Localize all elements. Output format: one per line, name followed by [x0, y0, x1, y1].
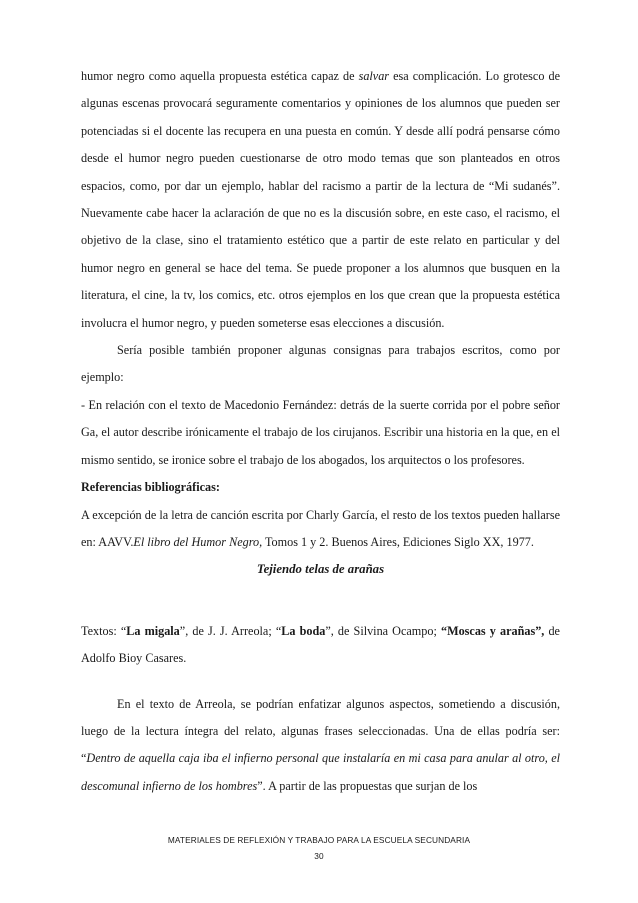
- text-run: Textos: “: [81, 623, 127, 638]
- text-run: En el texto de Arreola, se podrían enfatizar algunos aspectos, sometiendo a discusión, luego de la lectura íntegra del relato, algunas frases seleccionadas. Una de ellas podría ser: “: [81, 696, 560, 766]
- section-title: Tejiendo telas de arañas: [256, 562, 385, 577]
- title-la-boda: La boda: [281, 623, 326, 638]
- text-run: ”, de J. J. Arreola; “: [179, 623, 282, 638]
- references-heading: Referencias bibliográficas:: [81, 480, 220, 495]
- paragraph-arreola: [81, 691, 560, 801]
- references-paragraph: [81, 502, 560, 557]
- emphasis-salvar: salvar: [358, 69, 390, 83]
- text-run: esa complicación. Lo grotesco de algunas escenas provocará seguramente comentarios y opiniones de los alumnos que pueden ser potenciadas si el docente las recupera en una puesta en común. Y desde allí podrá pensarse cómo desde el humor negro pueden cuestionarse de otro modo temas que son planteados en otros espacios, como, por dar un ejemplo, hablar del racismo a partir de la lectura de “Mi sudanés”. Nuevamente cabe hacer la aclaración de que no es la discusión sobre, en este caso, el racismo, el objetivo de la clase, sino el tratamiento estético que a partir de este relato en particular y del humor negro en general se hace del tema. Se puede proponer a los alumnos que busquen en la literatura, el cine, la tv, los comics, etc. otros ejemplos en los que crean que la propuesta estética involucra el humor negro, y pueden someterse esas elecciones a discusión.: [81, 69, 560, 330]
- text-run: Tomos 1 y 2. Buenos Aires, Ediciones Siglo XX, 1977.: [262, 534, 534, 549]
- quotation: Dentro de aquella caja iba el infierno personal que instalaría en mi casa para anular al otro, el descomunal infierno de los hombres: [81, 751, 560, 793]
- text-run: de Adolfo Bioy Casares.: [81, 623, 560, 666]
- text-run: A excepción de la letra de canción escrita por Charly García, el resto de los textos pueden hallarse en: AAVV.: [81, 507, 560, 549]
- title-la-migala: La migala: [126, 623, 180, 638]
- page-body: [81, 63, 560, 800]
- book-title: El libro del Humor Negro,: [133, 534, 263, 549]
- text-run: ”. A partir de las propuestas que surjan de los: [257, 778, 478, 793]
- footer-title: MATERIALES DE REFLEXIÓN Y TRABAJO PARA LA ESCUELA SECUNDARIA: [167, 835, 471, 845]
- page-number: 30: [314, 851, 324, 861]
- paragraph-humor-negro: [81, 63, 560, 337]
- paragraph-macedonio: - En relación con el texto de Macedonio Fernández: detrás de la suerte corrida por el pobre señor Ga, el autor describe irónicamente el trabajo de los cirujanos. Escribir una historia en la que, en el mismo sentido, se ironice sobre el trabajo de los abogados, los arquitectos o los profesores.: [81, 397, 560, 467]
- text-run: ”, de Silvina Ocampo;: [325, 623, 441, 638]
- page-footer: [0, 832, 638, 864]
- title-moscas-y-aranas: “Moscas y arañas”,: [440, 623, 545, 638]
- texts-list: [81, 618, 560, 673]
- paragraph-consignas: Sería posible también proponer algunas consignas para trabajos escritos, como por ejemplo:: [81, 343, 560, 385]
- text-run: humor negro como aquella propuesta estética capaz de: [81, 69, 359, 83]
